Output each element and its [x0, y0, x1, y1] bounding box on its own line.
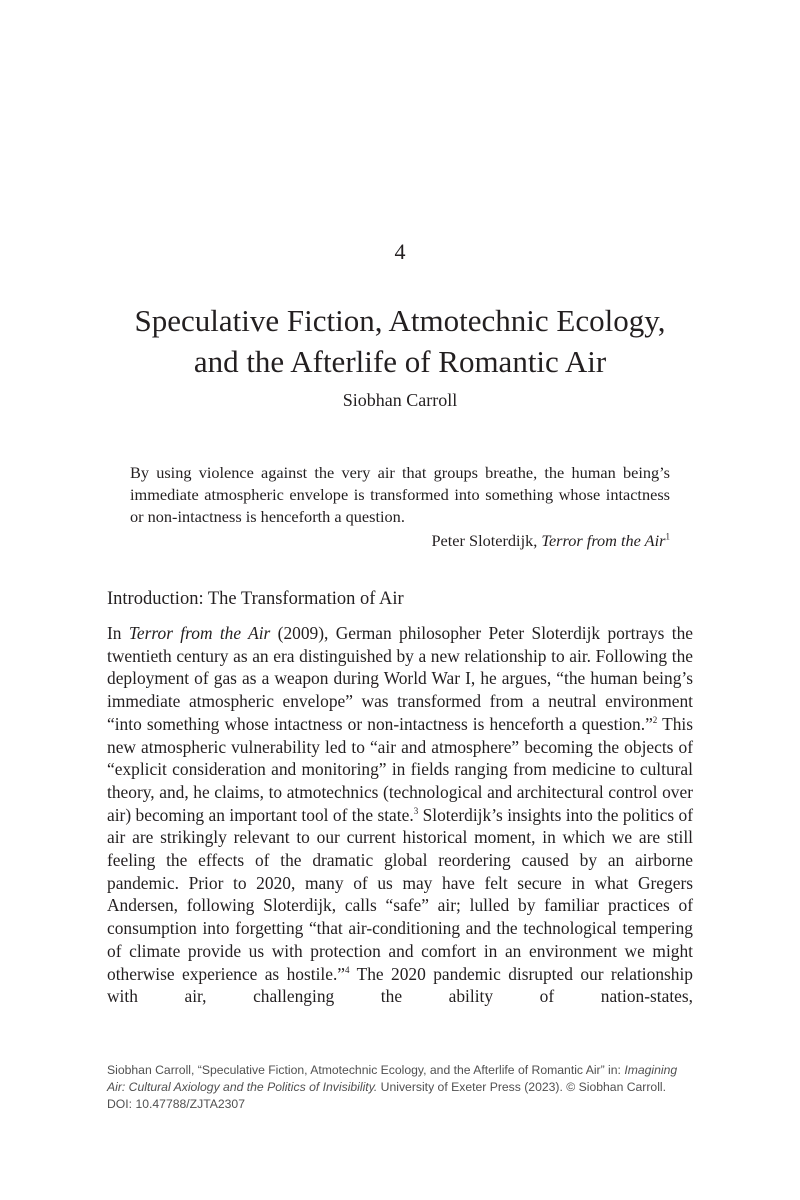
citation-book-title: Imagining Air: Cultural Axiology and the Politics of Invisibility.	[107, 1063, 678, 1094]
citation-doi: DOI: 10.47788/ZJTA2307	[107, 1097, 245, 1111]
chapter-title-line-2: and the Afterlife of Romantic Air	[193, 344, 607, 379]
citation-text: Siobhan Carroll, “Speculative Fiction, Atmotechnic Ecology, and the Afterlife of Romantic Air” in:	[107, 1063, 625, 1077]
body-text-b: This new atmospheric vulnerability led to “air and atmosphere” becoming the objects of “explicit consideration and monitoring” in fields ranging from medicine to cultural theory, and, he claims, to atmotechnics (technological and architectural control over air) becoming an important tool of the state.	[107, 713, 694, 825]
epigraph-quote: By using violence against the very air that groups breathe, the human being’s immediate atmospheric envelope is transformed into something whose intactness or non-intactness is henceforth a question.	[130, 463, 670, 526]
section-heading: Introduction: The Transformation of Air	[107, 589, 404, 609]
chapter-title-line-1: Speculative Fiction, Atmotechnic Ecology,	[134, 303, 666, 338]
chapter-number: 4	[394, 239, 406, 264]
footnote-marker-1: 1	[665, 531, 670, 542]
epigraph-attribution-name: Peter Sloterdijk,	[431, 531, 542, 550]
body-text-a: (2009), German philosopher Peter Sloterdijk portrays the twentieth century as an era distinguished by a new relationship to air. Following the deployment of gas as a weapon during World War I, he argues, “the human being’s immediate atmospheric envelope” was transformed from a neutral environment “into something whose intactness or non-intactness is henceforth a question.”	[107, 623, 694, 734]
body-text-c: Sloterdijk’s insights into the politics of air are strikingly relevant to our current historical moment, in which we are still feeling the effects of the dramatic global reordering caused by an airborne pandemic. Prior to 2020, many of us may have felt secure in what Gregers Andersen, following Sloterdijk, calls “safe” air; lulled by familiar practices of consumption into forgetting “that air-conditioning and the technological tempering of climate provide us with protection and comfort in an environment we might otherwise experience as hostile.”	[107, 804, 693, 984]
chapter-author: Siobhan Carroll	[342, 390, 458, 410]
body-work-title: Terror from the Air	[128, 623, 271, 643]
body-text-in: In	[107, 623, 129, 643]
footnote-marker-2: 2	[652, 715, 658, 726]
footnote-marker-4: 4	[345, 964, 350, 975]
epigraph-attribution	[130, 530, 670, 552]
body-text-d: The 2020 pandemic disrupted our relationship with air, challenging the ability of nation-states,	[107, 963, 694, 1007]
body-paragraph	[107, 622, 693, 1008]
epigraph-attribution-work: Terror from the Air	[541, 531, 666, 550]
chapter-title	[60, 300, 740, 382]
footnote-marker-3: 3	[413, 805, 419, 816]
citation-publisher: University of Exeter Press (2023). © Siobhan Carroll.	[377, 1080, 667, 1094]
citation-footer	[107, 1062, 697, 1113]
